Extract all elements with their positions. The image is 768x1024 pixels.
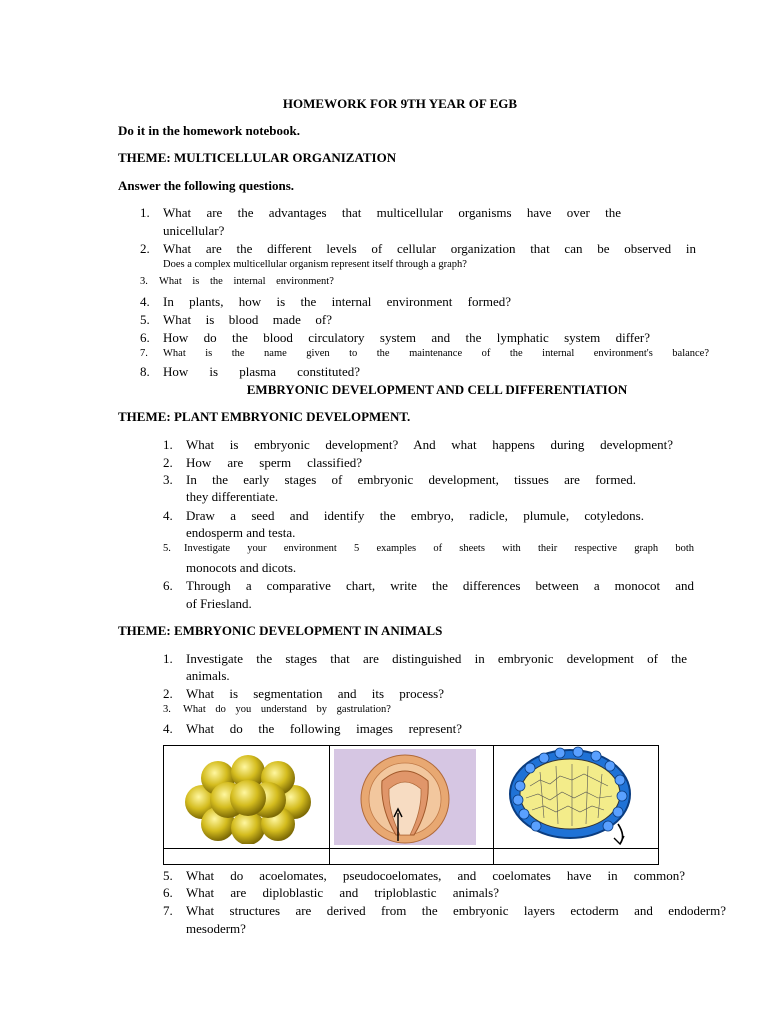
theme-animals-heading: THEME: EMBRYONIC DEVELOPMENT IN ANIMALS [118, 623, 443, 638]
table-divider [329, 746, 330, 864]
theme-multicellular-heading: THEME: MULTICELLULAR ORGANIZATION [118, 150, 397, 165]
answer-prompt: Answer the following questions. [118, 178, 295, 193]
homework-page: HOMEWORK FOR 9TH YEAR OF EGB Do it in the homework notebook. THEME: MULTICELLULAR ORGANIZATION Answer the following questions. 1. What are the advantages that multicellular organisms have over the unicellular? 2. What are the different levels of cellular organization that can be observed in Does a complex multicellular organism represent itself through a graph? 3. What is the internal environment? 4. In plants, how is the internal environment formed? 5. What is blood made of? 6. How do the blood circulatory system and the lymphatic system differ? 7. What is the name given to the maintenance of the internal environment's balance? 8. How is plasma constituted? EMBRYONIC DEVELOPMENT AND CELL DIFFERENTIATION THEME: PLANT EMBRYONIC DEVELOPMENT. 1. What is embryonic development? And what happens during development? 2. How are sperm classified? 3. In the early stages of embryonic development, tissues are formed. they differentiate. 4. Draw a seed and identify the embryo, radicle, plumule, cotyledons. endosperm and testa. 5. Investigate your environment 5 examples of sheets with their respective graph both monocots and dicots. 6. Through a comparative chart, write the differences between a monocot and of Friesland. THEME: EMBRYONIC DEVELOPMENT IN ANIMALS 1. Investigate the stages that are distinguished in embryonic development of the animals. 2. What is segmentation and its process? 3. What do you understand by gastrulation? 4. What do the following images represent? 5. What do acoelomates, pseudocoelomates, and coelomates have in common? 6. What are diploblastic and triploblastic animals? 7. What structures are derived from the embryonic layers ectoderm and endoderm? mesoderm? [0, 0, 768, 1024]
list-item-continuation: they differentiate. [186, 489, 279, 504]
list-item-continuation: endosperm and testa. [186, 525, 296, 540]
table-divider [164, 848, 658, 849]
blastula-image [500, 746, 640, 846]
gastrula-image [334, 749, 476, 845]
list-item-continuation: animals. [186, 668, 230, 683]
list-item-continuation: Does a complex multicellular organism represent itself through a graph? [163, 259, 467, 270]
page-title: HOMEWORK FOR 9TH YEAR OF EGB [282, 96, 518, 111]
embryo-image-table [163, 745, 659, 865]
table-divider [493, 746, 494, 864]
theme-plant-heading: THEME: PLANT EMBRYONIC DEVELOPMENT. [118, 409, 411, 424]
instruction-text: Do it in the homework notebook. [118, 123, 301, 138]
list-item-continuation: unicellular? [163, 223, 225, 238]
main-heading: EMBRYONIC DEVELOPMENT AND CELL DIFFERENTIATION [246, 382, 628, 397]
list-item-continuation: mesoderm? [186, 921, 246, 936]
morula-image [178, 752, 318, 844]
list-item-continuation: monocots and dicots. [186, 560, 297, 575]
list-item-continuation: of Friesland. [186, 596, 252, 611]
